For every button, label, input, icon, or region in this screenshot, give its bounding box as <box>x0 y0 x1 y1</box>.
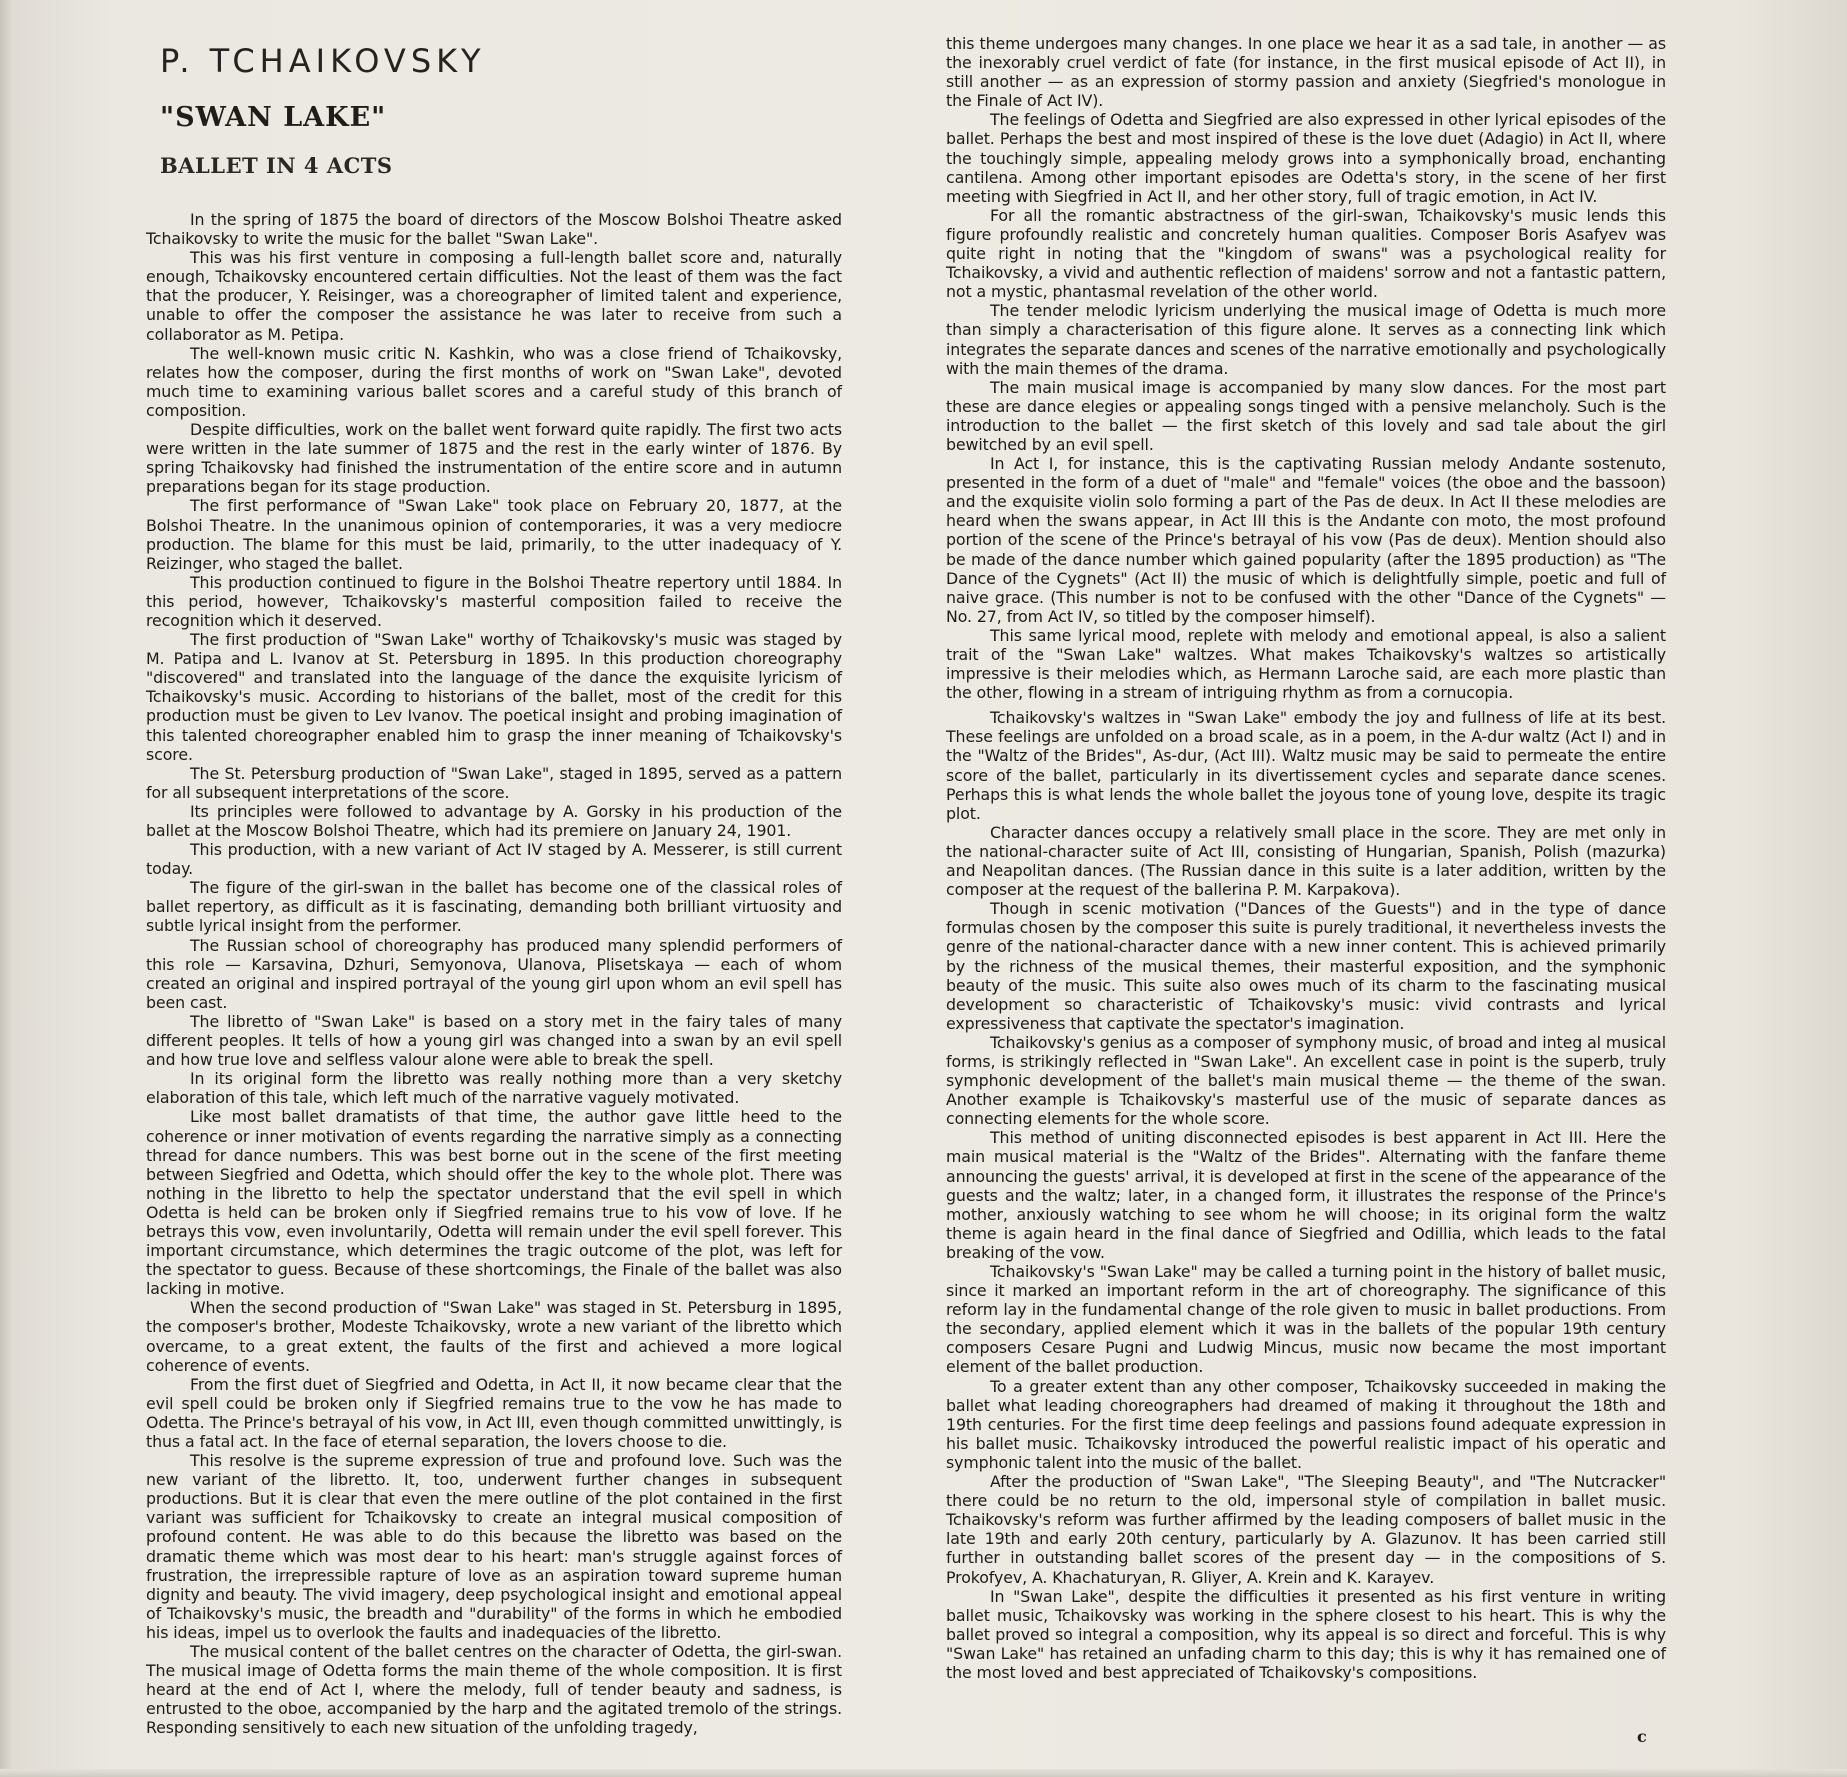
paragraph: For all the romantic abstractness of the girl-swan, Tchaikovsky's music lends this figure profoundly realistic and concretely human qualities. Composer Boris Asafyev was quite right in noting that the "kingdom of swans" was a psychological reality for Tchaikovsky, a vivid and authentic reflection of maidens' sorrow and not a fantastic pattern, not a mystic, phantasmal revelation of the other world. <box>946 205 1666 302</box>
paragraph: The main musical image is accompanied by many slow dances. For the most part these are dance elegies or appealing songs tinged with a pensive melancholy. Such is the introduction to the ballet — the first sketch of this lovely and sad tale about the girl bewitched by an evil spell. <box>946 377 1666 454</box>
paragraph: In "Swan Lake", despite the difficulties it presented as his first venture in writing ballet music, Tchaikovsky was working in the sphere closest to his heart. This is why the ballet proved so integral a composition, why its appeal is so direct and forceful. This is why "Swan Lake" has retained an unfading charm to this day; this is why it has remained one of the most loved and best appreciated of Tchaikovsky's compositions. <box>946 1586 1666 1682</box>
right-text-column <box>946 34 1666 1682</box>
paragraph: this theme undergoes many changes. In one place we hear it as a sad tale, in another — as the inexorably cruel verdict of fate (for instance, in the first musical episode of Act II), in still another — as an expression of stormy passion and anxiety (Siegfried's monologue in the Finale of Act IV). <box>946 34 1666 111</box>
paragraph: In its original form the libretto was really nothing more than a very sketchy elaboration of this tale, which left much of the narrative vaguely motivated. <box>146 1069 842 1108</box>
paragraph: The feelings of Odetta and Siegfried are also expressed in other lyrical episodes of the ballet. Perhaps the best and most inspired of these is the love duet (Adagio) in Act II, where the touchingly simple, appealing melody grows into a symphonically broad, enchanting cantilena. Among other important episodes are Odetta's story, in the scene of her first meeting with Siegfried in Act II, and her other story, full of tragic emotion, in Act IV. <box>946 110 1666 206</box>
paragraph: The musical content of the ballet centres on the character of Odetta, the girl-swan. The musical image of Odetta forms the main theme of the whole composition. It is first heard at the end of Act I, where the melody, full of tender beauty and sadness, is entrusted to the oboe, accompanied by the harp and the agitated tremolo of the strings. Responding sensitively to each new situation of the unfolding tragedy, <box>146 1642 842 1738</box>
header <box>160 42 860 178</box>
paragraph: The first performance of "Swan Lake" took place on February 20, 1877, at the Bolshoi Theatre. In the unanimous opinion of contemporaries, it was a very mediocre production. The blame for this must be laid, primarily, to the utter inadequacy of Y. Reizinger, who staged the ballet. <box>146 496 842 573</box>
paragraph: The well-known music critic N. Kashkin, who was a close friend of Tchaikovsky, relates how the composer, during the first months of work on "Swan Lake", devoted much time to examining various ballet scores and a careful study of this branch of composition. <box>146 343 842 420</box>
paragraph: From the first duet of Siegfried and Odetta, in Act II, it now became clear that the evil spell could be broken only if Siegfried remains true to the vow he has made to Odetta. The Prince's betrayal of his vow, in Act III, even though committed unwittingly, is thus a fatal act. In the face of eternal separation, the lovers choose to die. <box>146 1374 843 1451</box>
left-text-column <box>146 210 842 1738</box>
work-subtitle: BALLET IN 4 ACTS <box>160 153 393 178</box>
paragraph: This production, with a new variant of Act IV staged by A. Messerer, is still current today. <box>146 840 842 879</box>
paragraph: In the spring of 1875 the board of directors of the Moscow Bolshoi Theatre asked Tchaikovsky to write the music for the ballet "Swan Lake". <box>146 210 842 249</box>
paragraph: The tender melodic lyricism underlying the musical image of Odetta is much more than simply a characterisation of this figure alone. It serves as a connecting link which integrates the separate dances and scenes of the narrative emotionally and psychologically with the main themes of the drama. <box>946 301 1666 378</box>
paragraph: This same lyrical mood, replete with melody and emotional appeal, is also a salient trait of the "Swan Lake" waltzes. What makes Tchaikovsky's waltzes so artistically impressive is their melodies which, as Hermann Laroche said, are each more plastic than the other, flowing in a stream of intriguing rhythm as from a cornucopia. <box>946 625 1666 703</box>
paragraph: To a greater extent than any other composer, Tchaikovsky succeeded in making the ballet what leading choreographers had dreamed of making it throughout the 18th and 19th centuries. For the first time deep feelings and passions found adequate expression in his ballet music. Tchaikovsky introduced the powerful realistic impact of his operatic and symphonic talent into the music of the ballet. <box>946 1376 1666 1472</box>
bottom-edge-shadow <box>0 1769 1847 1777</box>
paragraph: The figure of the girl-swan in the ballet has become one of the classical roles of ballet repertory, as difficult as it is fascinating, demanding both brilliant virtuosity and subtle lyrical insight from the performer. <box>146 878 842 936</box>
paragraph: The St. Petersburg production of "Swan Lake", staged in 1895, served as a pattern for all subsequent interpretations of the score. <box>146 763 842 802</box>
paragraph: Despite difficulties, work on the ballet went forward quite rapidly. The first two acts were written in the late summer of 1875 and the rest in the early winter of 1876. By spring Tchaikovsky had finished the instrumentation of the entire score and in autumn preparations began for its stage production. <box>146 420 842 497</box>
paragraph: Its principles were followed to advantage by A. Gorsky in his production of the ballet at the Moscow Bolshoi Theatre, which had its premiere on January 24, 1901. <box>146 801 842 840</box>
paragraph: Tchaikovsky's waltzes in "Swan Lake" embody the joy and fullness of life at its best. These feelings are unfolded on a broad scale, as in a poem, in the A-dur waltz (Act I) and in the "Waltz of the Brides", As-dur, (Act III). Waltz music may be said to permeate the entire score of the ballet, particularly in its divertissement cycles and separate dance scenes. Perhaps this is what lends the whole ballet the joyous tone of young love, despite its tragic plot. <box>946 708 1666 823</box>
paragraph: Like most ballet dramatists of that time, the author gave little heed to the coherence or inner motivation of events regarding the narrative simply as a connecting thread for dance numbers. This was best borne out in the scene of the first meeting between Siegfried and Odetta, which should offer the key to the whole plot. There was nothing in the libretto to help the spectator understand that the evil spell in which Odetta is held can be broken only if Siegfried remains true to his vow of love. If he betrays this vow, even involuntarily, Odetta will remain under the evil spell forever. This important circumstance, which determines the tragic outcome of the plot, was left for the spectator to guess. Because of these shortcomings, the Finale of the ballet was also lacking in motive. <box>146 1107 842 1299</box>
paragraph: In Act I, for instance, this is the captivating Russian melody Andante sostenuto, presented in the form of a duet of "male" and "female" voices (the oboe and the bassoon) and the exquisite violin solo forming a part of the Pas de deux. In Act II these melodies are heard when the swans appear, in Act III this is the Andante con moto, the most profound portion of the scene of the Prince's betrayal of his vow (Pas de deux). Mention should also be made of the dance number which gained popularity (after the 1895 production) as "The Dance of the Cygnets" (Act II) the music of which is delightfully simple, poetic and full of naive grace. (This number is not to be confused with the other "Dance of the Cygnets" — No. 27, from Act IV, so titled by the composer himself). <box>946 454 1666 626</box>
paragraph: Tchaikovsky's genius as a composer of symphony music, of broad and integ al musical forms, is strikingly reflected in "Swan Lake". An excellent case in point is the superb, truly symphonic development of the ballet's main musical theme — the theme of the swan. Another example is Tchaikovsky's masterful use of the music of separate dances as connecting elements for the whole score. <box>946 1032 1666 1129</box>
paragraph: This production continued to figure in the Bolshoi Theatre repertory until 1884. In this period, however, Tchaikovsky's masterful composition failed to receive the recognition which it deserved. <box>146 572 842 630</box>
paragraph: When the second production of "Swan Lake" was staged in St. Petersburg in 1895, the composer's brother, Modeste Tchaikovsky, wrote a new variant of the libretto which overcame, to a great extent, the faults of the first and achieved a more logical coherence of events. <box>146 1298 842 1375</box>
paragraph: After the production of "Swan Lake", "The Sleeping Beauty", and "The Nutcracker" there could be no return to the old, impersonal style of compilation in ballet music. Tchaikovsky's reform was further affirmed by the leading composers of ballet music in the late 19th and early 20th century, particularly by A. Glazunov. It has been carried still further in outstanding ballet scores of the present day — in the compositions of S. Prokofyev, A. Khachaturyan, R. Gliyer, A. Krein and K. Karayev. <box>946 1472 1666 1587</box>
paragraph: Character dances occupy a relatively small place in the score. They are met only in the national-character suite of Act III, consisting of Hungarian, Spanish, Polish (mazurka) and Neapolitan dances. (The Russian dance in this suite is a later addition, written by the composer at the request of the ballerina P. M. Karpakova). <box>946 822 1666 900</box>
paragraph: The Russian school of choreography has produced many splendid performers of this role — Karsavina, Dzhuri, Semyonova, Ulanova, Plisetskaya — each of whom created an original and inspired portrayal of the young girl upon whom an evil spell has been cast. <box>146 935 842 1012</box>
page-mark: c <box>1637 1727 1647 1746</box>
paragraph: Tchaikovsky's "Swan Lake" may be called a turning point in the history of ballet music, since it marked an important reform in the art of choreography. The significance of this reform lay in the fundamental change of the role given to music in ballet productions. From the secondary, applied element which it was in the ballets of the popular 19th century composers Cesare Pugni and Ludwig Mincus, music now became the most important element of the ballet production. <box>946 1262 1666 1377</box>
left-edge-shadow <box>0 0 14 1777</box>
paragraph: The libretto of "Swan Lake" is based on a story met in the fairy tales of many different peoples. It tells of how a young girl was changed into a swan by an evil spell and how true love and selfless valour alone were able to break the spell. <box>146 1011 842 1070</box>
paragraph: Though in scenic motivation ("Dances of the Guests") and in the type of dance formulas chosen by the composer this suite is purely traditional, it nevertheless invests the genre of the national-character dance with a new inner content. This is achieved primarily by the richness of the musical themes, their masterful exposition, and the symphonic beauty of the music. This suite also owes much of its charm to the fascinating musical development so characteristic of Tchaikovsky's music: vivid contrasts and lyrical expressiveness that captivate the spectator's imagination. <box>946 899 1666 1033</box>
composer-name: P. TCHAIKOVSKY <box>160 42 486 80</box>
paragraph: This method of uniting disconnected episodes is best apparent in Act III. Here the main musical material is the "Waltz of the Brides". Alternating with the fanfare theme announcing the guests' arrival, it is developed at first in the scene of the appearance of the guests and the waltz; later, in a changed form, it illustrates the response of the Prince's mother, anxiously watching to see whom he will choose; in its original form the waltz theme is again heard in the final dance of Siegfried and Odillia, which leads to the fatal breaking of the vow. <box>946 1128 1666 1262</box>
paragraph: The first production of "Swan Lake" worthy of Tchaikovsky's music was staged by M. Patipa and L. Ivanov at St. Petersburg in 1895. In this production choreography "discovered" and translated into the language of the dance the exquisite lyricism of Tchaikovsky's music. According to historians of the ballet, most of the credit for this production must be given to Lev Ivanov. The poetical insight and probing imagination of this talented choreographer enabled him to grasp the inner meaning of Tchaikovsky's score. <box>146 630 842 764</box>
work-title: "SWAN LAKE" <box>160 102 387 133</box>
paragraph: This was his first venture in composing a full-length ballet score and, naturally enough, Tchaikovsky encountered certain difficulties. Not the least of them was the fact that the producer, Y. Reisinger, was a choreographer of limited talent and experience, unable to offer the composer the assistance he was later to receive from such a collaborator as M. Petipa. <box>146 248 842 344</box>
paragraph: This resolve is the supreme expression of true and profound love. Such was the new variant of the libretto. It, too, underwent further changes in subsequent productions. But it is clear that even the mere outline of the plot contained in the first variant was sufficient for Tchaikovsky to create an integral musical composition of profound content. He was able to do this because the libretto was based on the dramatic theme which was most dear to his heart: man's struggle against forces of frustration, the irrepressible rapture of love as an aspiration toward supreme human dignity and beauty. The vivid imagery, deep psychological insight and emotional appeal of Tchaikovsky's music, the breadth and "durability" of the forms in which he embodied his ideas, impel us to overlook the faults and inadequacies of the libretto. <box>146 1451 842 1642</box>
